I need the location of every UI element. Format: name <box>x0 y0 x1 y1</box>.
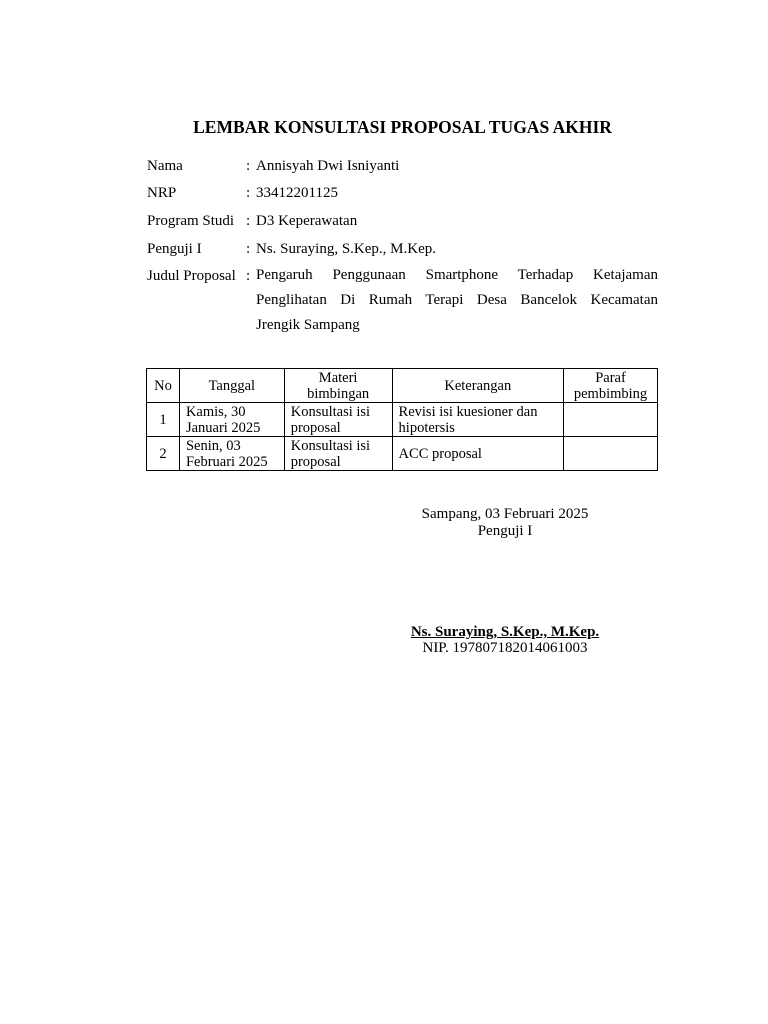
label-penguji: Penguji I <box>147 241 202 257</box>
colon: : <box>246 158 251 174</box>
cell-materi <box>284 403 392 437</box>
info-row-nama <box>147 156 658 176</box>
header-paraf-line-1: Paraf <box>595 369 626 386</box>
cell-materi-line-1: Konsultasi isi <box>290 437 371 454</box>
signature-place-date: Sampang, 03 Februari 2025 <box>421 506 589 522</box>
value-program-studi: D3 Keperawatan <box>256 213 358 229</box>
info-row-judul <box>147 266 658 333</box>
header-no: No <box>147 369 180 403</box>
colon: : <box>246 213 251 229</box>
cell-keterangan-line-1: Revisi isi kuesioner dan <box>398 403 538 420</box>
signature-name: Ns. Suraying, S.Kep., M.Kep. <box>410 624 600 640</box>
document-title: LEMBAR KONSULTASI PROPOSAL TUGAS AKHIR <box>193 117 612 137</box>
judul-line-3: Jrengik Sampang <box>256 317 360 333</box>
header-tanggal: Tanggal <box>179 369 284 403</box>
cell-tanggal-line-2: Januari 2025 <box>185 419 261 436</box>
cell-tanggal-line-2: Februari 2025 <box>185 453 268 470</box>
value-penguji: Ns. Suraying, S.Kep., M.Kep. <box>256 241 436 257</box>
cell-tanggal-line-1: Senin, 03 <box>185 437 241 454</box>
cell-tanggal-line-1: Kamis, 30 <box>185 403 246 420</box>
judul-line-1: Pengaruh Penggunaan Smartphone Terhadap Ketajaman <box>256 267 658 283</box>
value-nama: Annisyah Dwi Isniyanti <box>256 158 400 174</box>
value-nrp: 33412201125 <box>256 185 338 201</box>
header-materi <box>284 369 392 403</box>
label-judul-proposal: Judul Proposal <box>147 268 236 284</box>
header-materi-line-1: Materi <box>318 369 358 386</box>
cell-no: 1 <box>147 403 180 437</box>
cell-materi <box>284 437 392 471</box>
table-header-row <box>147 369 658 403</box>
signature-nip: NIP. 197807182014061003 <box>422 640 588 656</box>
colon: : <box>246 241 251 257</box>
colon: : <box>246 185 251 201</box>
signature-role: Penguji I <box>477 523 533 539</box>
cell-tanggal <box>179 437 284 471</box>
value-judul-proposal <box>256 263 658 338</box>
cell-materi-line-1: Konsultasi isi <box>290 403 371 420</box>
label-program-studi: Program Studi <box>147 213 235 229</box>
table-row <box>147 403 658 437</box>
cell-no: 2 <box>147 437 180 471</box>
cell-materi-line-2: proposal <box>290 453 341 470</box>
label-nama: Nama <box>147 158 183 174</box>
cell-materi-line-2: proposal <box>290 419 341 436</box>
cell-tanggal <box>179 403 284 437</box>
cell-paraf <box>564 403 658 437</box>
cell-paraf <box>564 437 658 471</box>
cell-keterangan <box>392 403 564 437</box>
colon: : <box>246 268 251 284</box>
judul-line-2: Penglihatan Di Rumah Terapi Desa Bancelok Kecamatan <box>256 292 658 308</box>
header-materi-line-2: bimbingan <box>307 385 370 402</box>
consultation-table <box>146 368 658 471</box>
header-keterangan: Keterangan <box>392 369 564 403</box>
info-row-nrp <box>147 183 658 203</box>
header-paraf-line-2: pembimbing <box>573 385 648 402</box>
label-nrp: NRP <box>147 185 177 201</box>
cell-keterangan: ACC proposal <box>392 437 564 471</box>
cell-keterangan-line-2: hipotersis <box>398 419 455 436</box>
info-row-penguji <box>147 239 658 259</box>
info-row-prodi <box>147 211 658 231</box>
table-row <box>147 437 658 471</box>
header-paraf <box>564 369 658 403</box>
